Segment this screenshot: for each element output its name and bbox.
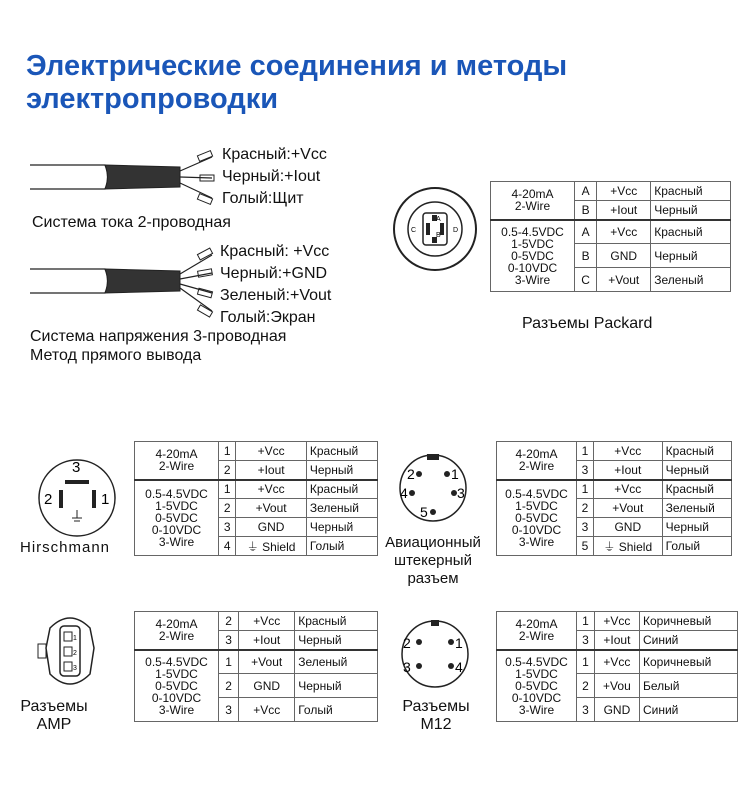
packard-pin-d: D [453, 227, 459, 234]
three-wire-label-green: Зеленый:+Vout [220, 287, 332, 304]
aviation-row-pin: 1 [577, 480, 594, 499]
hirschmann-row-pin: 2 [219, 499, 236, 518]
m12-pin-3: 3 [403, 659, 411, 675]
aviation-row-color: Черный [662, 461, 731, 480]
amp-row-color: Голый [295, 698, 378, 722]
aviation-caption [380, 534, 486, 588]
hirschmann-group-3wire: 0.5-4.5VDC 1-5VDC 0-5VDC 0-10VDC 3-Wire [135, 480, 219, 556]
packard-row-color: Черный [651, 244, 731, 268]
m12-row-pin: 1 [577, 612, 595, 631]
amp-caption-line2: AMP [36, 716, 72, 733]
packard-row-signal: +Vcc [597, 220, 651, 244]
amp-caption-line1: Разъемы [20, 698, 88, 715]
amp-row-pin: 1 [219, 650, 239, 674]
packard-row-signal: +Iout [597, 201, 651, 220]
hirschmann-row-signal: GND [236, 518, 307, 537]
two-wire-cable-drawing [30, 145, 220, 215]
m12-row-color: Синий [639, 698, 737, 722]
three-wire-label-red: Красный: +Vcc [220, 243, 330, 260]
aviation-row-signal: +Vout [593, 499, 662, 518]
amp-caption [18, 698, 90, 734]
packard-row-pin: A [575, 220, 597, 244]
three-wire-caption-2: Метод прямого вывода [30, 347, 202, 364]
amp-pin-1: 1 [73, 635, 77, 642]
aviation-caption-line2: штекерный [394, 552, 472, 569]
hirschmann-row-color: Красный [306, 480, 377, 499]
m12-caption [392, 698, 480, 734]
packard-pin-b: B [436, 232, 441, 239]
m12-pin-2: 2 [403, 635, 411, 651]
hirschmann-row-signal: +Iout [236, 461, 307, 480]
aviation-row-signal: +Vcc [593, 480, 662, 499]
aviation-row-pin: 5 [577, 537, 594, 556]
hirschmann-pin-table [134, 441, 378, 556]
packard-row-signal: +Vcc [597, 182, 651, 201]
two-wire-label-red: Красный:+Vcc [222, 146, 327, 163]
three-wire-label-bare: Голый:Экран [220, 309, 316, 326]
aviation-connector-icon [393, 450, 473, 530]
m12-row-color: Коричневый [639, 650, 737, 674]
m12-row-color: Коричневый [639, 612, 737, 631]
two-wire-label-bare: Голый:Щит [222, 190, 304, 207]
m12-pin-table [496, 611, 738, 722]
aviation-group-2wire: 4-20mA 2-Wire [497, 442, 577, 480]
m12-row-pin: 1 [577, 650, 595, 674]
amp-row-pin: 3 [219, 631, 239, 650]
m12-group-2wire: 4-20mA 2-Wire [497, 612, 577, 650]
hirschmann-row-pin: 3 [219, 518, 236, 537]
aviation-row-pin: 3 [577, 461, 594, 480]
hirschmann-row-signal: +Vcc [236, 442, 307, 461]
amp-row-signal: +Vout [239, 650, 295, 674]
hirschmann-connector-icon [32, 454, 122, 544]
two-wire-caption: Система тока 2-проводная [32, 214, 231, 231]
hirschmann-pin-2: 2 [44, 491, 53, 508]
packard-connector-icon [385, 185, 485, 275]
aviation-row-color: Красный [662, 480, 731, 499]
m12-group-3wire: 0.5-4.5VDC 1-5VDC 0-5VDC 0-10VDC 3-Wire [497, 650, 577, 722]
hirschmann-row-pin: 1 [219, 442, 236, 461]
page-title-line1: Электрические соединения и методы [26, 50, 568, 82]
hirschmann-pin-3: 3 [72, 459, 81, 476]
aviation-row-color: Черный [662, 518, 731, 537]
aviation-pin-2: 2 [407, 466, 415, 482]
m12-row-signal: +Vcc [594, 650, 639, 674]
aviation-caption-line3: разъем [407, 570, 459, 587]
m12-row-signal: GND [594, 698, 639, 722]
amp-row-color: Черный [295, 674, 378, 698]
m12-row-signal: +Vou [594, 674, 639, 698]
amp-row-signal: +Vcc [239, 612, 295, 631]
hirschmann-row-pin: 4 [219, 537, 236, 556]
aviation-row-pin: 1 [577, 442, 594, 461]
packard-row-signal: +Vout [597, 268, 651, 292]
page-title-line2: электропроводки [26, 83, 279, 115]
aviation-row-signal: +Iout [593, 461, 662, 480]
amp-group-2wire: 4-20mA 2-Wire [135, 612, 219, 650]
m12-caption-line1: Разъемы [402, 698, 470, 715]
m12-connector-icon [395, 614, 475, 694]
packard-row-pin: C [575, 268, 597, 292]
packard-row-pin: A [575, 182, 597, 201]
hirschmann-row-color: Черный [306, 461, 377, 480]
amp-row-pin: 2 [219, 612, 239, 631]
aviation-pin-4: 4 [400, 485, 408, 501]
packard-row-color: Красный [651, 182, 731, 201]
hirschmann-row-color: Красный [306, 442, 377, 461]
aviation-row-pin: 2 [577, 499, 594, 518]
aviation-row-signal: GND [593, 518, 662, 537]
hirschmann-caption: Hirschmann [20, 539, 111, 556]
aviation-pin-3: 3 [457, 485, 465, 501]
hirschmann-row-signal: +Vcc [236, 480, 307, 499]
amp-connector-icon [30, 608, 110, 698]
hirschmann-row-color: Черный [306, 518, 377, 537]
aviation-row-signal: ⏚ Shield [593, 537, 662, 556]
packard-pin-table [490, 181, 731, 292]
amp-row-signal: GND [239, 674, 295, 698]
m12-row-color: Синий [639, 631, 737, 650]
three-wire-cable-drawing [30, 245, 220, 325]
aviation-row-color: Зеленый [662, 499, 731, 518]
three-wire-label-black: Черный:+GND [220, 265, 328, 282]
aviation-row-pin: 3 [577, 518, 594, 537]
aviation-row-color: Красный [662, 442, 731, 461]
amp-row-signal: +Vcc [239, 698, 295, 722]
m12-row-pin: 3 [577, 698, 595, 722]
m12-row-signal: +Vcc [594, 612, 639, 631]
m12-row-pin: 2 [577, 674, 595, 698]
packard-row-color: Черный [651, 201, 731, 220]
aviation-group-3wire: 0.5-4.5VDC 1-5VDC 0-5VDC 0-10VDC 3-Wire [497, 480, 577, 556]
packard-caption: Разъемы Packard [522, 315, 653, 332]
three-wire-caption-1: Система напряжения 3-проводная [30, 328, 287, 345]
aviation-pin-5: 5 [420, 504, 428, 520]
m12-row-signal: +Iout [594, 631, 639, 650]
amp-row-color: Черный [295, 631, 378, 650]
packard-group-3wire: 0.5-4.5VDC 1-5VDC 0-5VDC 0-10VDC 3-Wire [491, 220, 575, 292]
hirschmann-row-signal: ⏚ Shield [236, 537, 307, 556]
packard-pin-c: C [411, 227, 417, 234]
m12-row-color: Белый [639, 674, 737, 698]
aviation-pin-1: 1 [451, 466, 459, 482]
aviation-caption-line1: Авиационный [385, 534, 481, 551]
hirschmann-row-color: Зеленый [306, 499, 377, 518]
packard-row-color: Зеленый [651, 268, 731, 292]
hirschmann-pin-1: 1 [101, 491, 110, 508]
packard-row-color: Красный [651, 220, 731, 244]
aviation-row-signal: +Vcc [593, 442, 662, 461]
packard-group-2wire: 4-20mA 2-Wire [491, 182, 575, 220]
amp-row-signal: +Iout [239, 631, 295, 650]
packard-row-signal: GND [597, 244, 651, 268]
m12-pin-1: 1 [455, 635, 463, 651]
amp-row-color: Зеленый [295, 650, 378, 674]
hirschmann-row-signal: +Vout [236, 499, 307, 518]
amp-pin-table [134, 611, 378, 722]
hirschmann-row-pin: 1 [219, 480, 236, 499]
hirschmann-group-2wire: 4-20mA 2-Wire [135, 442, 219, 480]
packard-row-pin: B [575, 244, 597, 268]
m12-caption-line2: M12 [420, 716, 452, 733]
hirschmann-row-color: Голый [306, 537, 377, 556]
amp-row-color: Красный [295, 612, 378, 631]
amp-group-3wire: 0.5-4.5VDC 1-5VDC 0-5VDC 0-10VDC 3-Wire [135, 650, 219, 722]
amp-row-pin: 3 [219, 698, 239, 722]
amp-pin-2: 2 [73, 650, 77, 657]
aviation-pin-table [496, 441, 732, 556]
two-wire-label-black: Черный:+Iout [222, 168, 321, 185]
amp-pin-3: 3 [73, 665, 77, 672]
amp-row-pin: 2 [219, 674, 239, 698]
aviation-row-color: Голый [662, 537, 731, 556]
m12-pin-4: 4 [455, 659, 463, 675]
page-title [26, 50, 567, 116]
packard-pin-a: A [436, 216, 441, 223]
packard-row-pin: B [575, 201, 597, 220]
hirschmann-row-pin: 2 [219, 461, 236, 480]
m12-row-pin: 3 [577, 631, 595, 650]
